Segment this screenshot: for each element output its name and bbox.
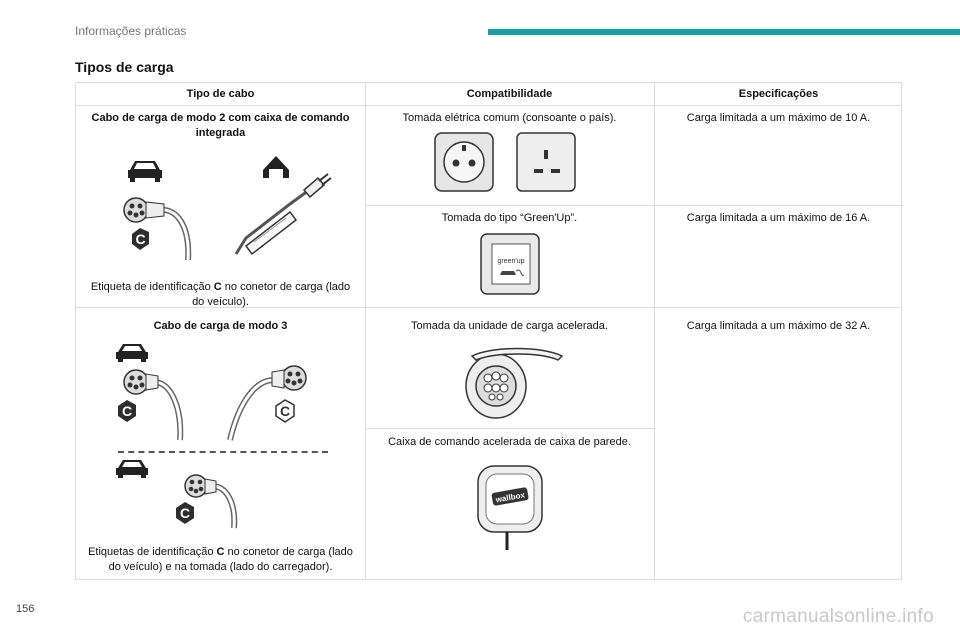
cable-mode2-title: Cabo de carga de modo 2 com caixa de comando integrada xyxy=(91,112,350,139)
house-icon xyxy=(263,156,289,178)
running-header: Informações práticas xyxy=(75,24,187,38)
mode2-cable-illustration xyxy=(118,150,358,262)
accelerated-socket-illustration xyxy=(462,344,570,422)
subrow-divider xyxy=(365,428,654,429)
watermark: carmanualsonline.info xyxy=(742,606,934,627)
column-divider xyxy=(654,83,655,579)
spec-32a: Carga limitada a um máximo de 32 A. xyxy=(686,320,871,332)
identification-badge-c xyxy=(118,400,136,422)
spec-16a: Carga limitada a um máximo de 16 A. xyxy=(686,212,871,224)
wallbox-illustration xyxy=(470,464,550,554)
column-divider xyxy=(365,83,366,579)
cable-mode3-title: Cabo de carga de modo 3 xyxy=(153,320,288,332)
vehicle-connector-icon xyxy=(124,198,164,222)
mode3-cable-illustration xyxy=(112,340,332,530)
greenup-label: green'up xyxy=(497,258,525,265)
section-title: Tipos de carga xyxy=(75,59,174,75)
car-icon xyxy=(128,161,162,182)
header-cable-type: Tipo de cabo xyxy=(186,88,255,100)
cable-mode2-caption: Etiqueta de identificação C no conetor de carga (lado do veículo). xyxy=(90,281,351,308)
dashed-separator xyxy=(118,451,328,453)
vehicle-connector-icon xyxy=(124,370,158,394)
standard-sockets-illustration xyxy=(433,131,578,193)
compat-standard-socket: Tomada elétrica comum (consoante o país). xyxy=(402,112,617,124)
identification-badge-c-outline xyxy=(276,400,294,422)
car-icon xyxy=(116,344,148,362)
plug-icon xyxy=(304,174,331,197)
svg-text:C: C xyxy=(179,505,191,521)
header-specifications: Especificações xyxy=(738,88,819,100)
spec-10a: Carga limitada a um máximo de 10 A. xyxy=(686,112,871,124)
compat-wallbox: Caixa de comando acelerada de caixa de parede. xyxy=(388,436,631,448)
greenup-socket-illustration xyxy=(478,231,544,299)
uk-socket-icon xyxy=(517,133,575,191)
svg-text:C: C xyxy=(279,403,291,419)
cable-mode3-caption: Etiquetas de identificação C no conetor de carga (lado do veículo) e na tomada (lado do carregador). xyxy=(88,546,353,573)
header-compatibility: Compatibilidade xyxy=(466,88,553,100)
wallbox-label: wallbox xyxy=(495,490,526,505)
header-row-divider xyxy=(76,105,901,106)
french-socket-icon xyxy=(435,133,493,191)
compat-accelerated-unit: Tomada da unidade de carga acelerada. xyxy=(411,320,608,332)
page-number: 156 xyxy=(16,603,35,615)
identification-badge-c xyxy=(132,228,149,250)
svg-text:C: C xyxy=(135,231,146,247)
identification-badge-c xyxy=(176,502,194,524)
charger-connector-icon xyxy=(272,366,306,390)
compat-greenup-socket: Tomada do tipo “Green'Up”. xyxy=(441,212,578,224)
subrow-divider xyxy=(365,205,903,206)
car-icon xyxy=(116,460,148,478)
header-accent-bar xyxy=(488,29,960,35)
vehicle-connector-icon xyxy=(185,475,216,497)
svg-text:C: C xyxy=(121,403,133,419)
